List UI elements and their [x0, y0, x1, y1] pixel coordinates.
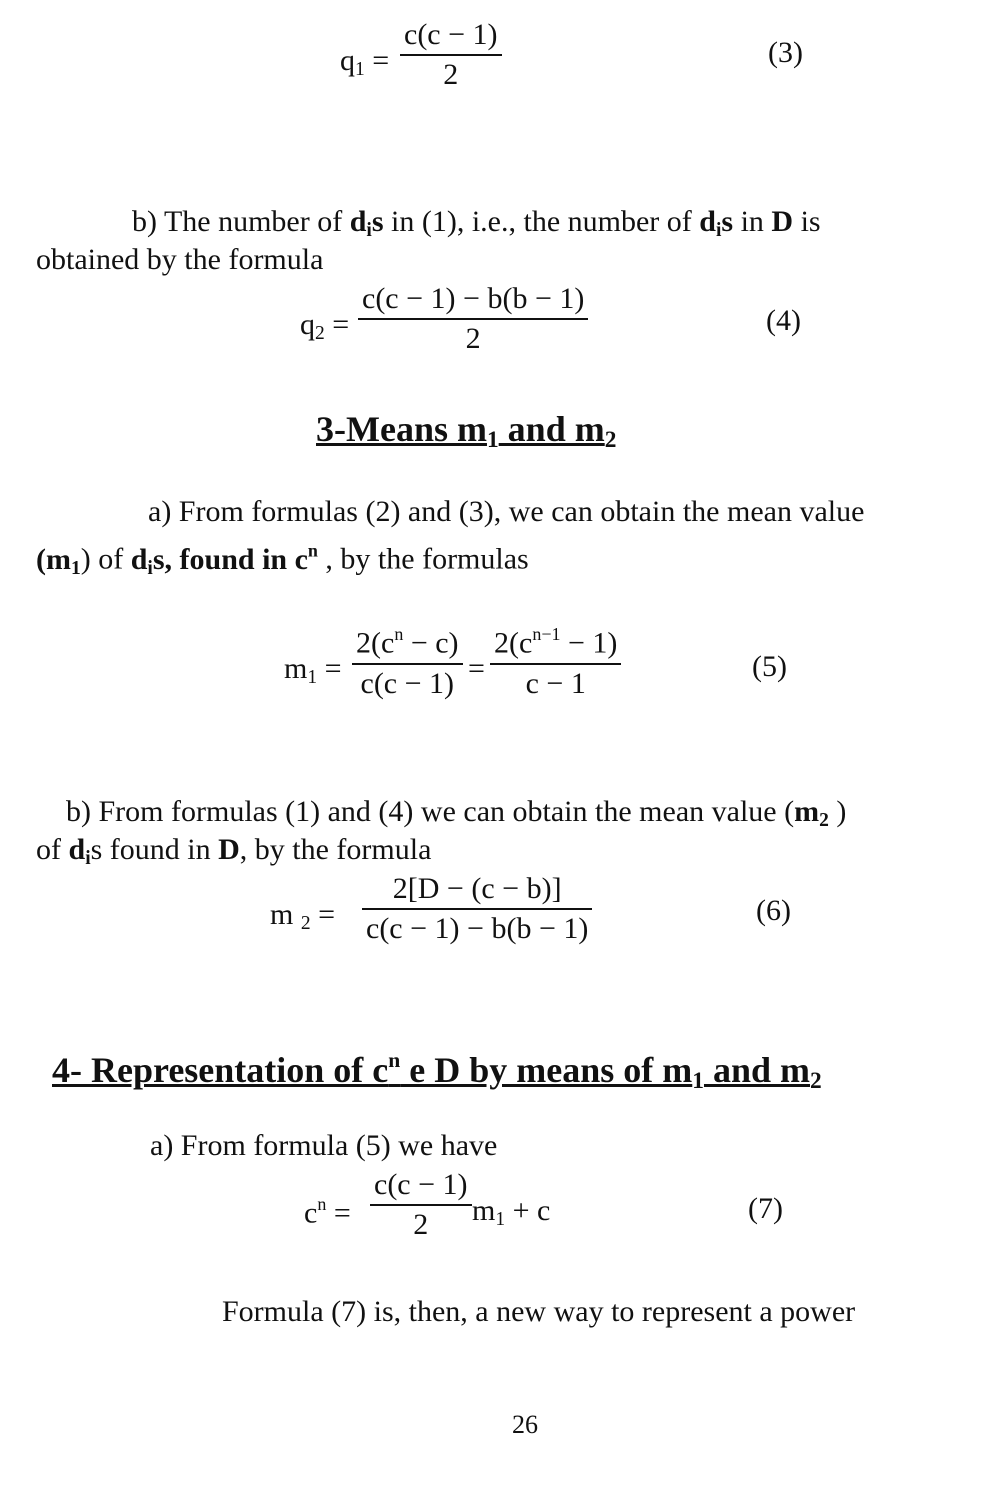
- eq4-numerator: c(c − 1) − b(b − 1): [362, 282, 585, 315]
- equation-3: [340, 18, 540, 98]
- paragraph-b3-line1: b) From formulas (1) and (4) we can obtain the mean value ($m_2$ ): [66, 795, 847, 831]
- paragraph-a3-line1: a) From formulas (2) and (3), we can obtain the mean value: [148, 495, 865, 528]
- equation-5: [284, 624, 664, 714]
- equation-number-6: (6): [756, 894, 791, 927]
- equation-number-4: (4): [766, 304, 801, 337]
- fraction-bar: [352, 663, 463, 665]
- eq6-lhs: m $_2$ =: [270, 898, 336, 934]
- eq5-denominator-1: c(c − 1): [360, 666, 455, 700]
- eq5-lhs: $m_1$ =: [284, 652, 342, 688]
- eq5-denominator-2: c − 1: [525, 666, 586, 700]
- fraction-bar: [362, 908, 592, 910]
- eq5-fraction-1: [352, 624, 463, 701]
- eq7-tail: $m_1 + c$: [472, 1194, 551, 1230]
- eq6-numerator: 2[D − (c − b)]: [392, 872, 562, 905]
- fraction-bar: [370, 1204, 472, 1206]
- equals-sign: =: [468, 652, 485, 685]
- eq5-numerator-1: $2(c^n - c)$: [356, 624, 459, 660]
- eq7-fraction: [370, 1168, 472, 1242]
- paragraph-b3-line2: of $d_is$ found in D, by the formula: [36, 833, 432, 869]
- paragraph-a4-line1: a) From formula (5) we have: [150, 1129, 498, 1162]
- eq5-numerator-2: $2(c^{n-1} - 1)$: [494, 624, 618, 660]
- eq3-denominator: 2: [443, 58, 459, 91]
- eq5-fraction-2: [490, 624, 621, 701]
- eq4-fraction: [358, 282, 588, 356]
- eq7-denominator: 2: [413, 1208, 429, 1241]
- eq3-fraction: [400, 18, 502, 92]
- eq7-numerator: c(c − 1): [374, 1168, 468, 1201]
- fraction-bar: [358, 318, 588, 320]
- eq3-lhs: $q_1$ =: [340, 44, 390, 80]
- equation-number-7: (7): [748, 1192, 783, 1225]
- eq6-denominator: c(c − 1) − b(b − 1): [366, 912, 589, 945]
- paragraph-b1-line1: b) The number of $d_is$ in (1), i.e., the number of $d_is$ in D is: [132, 205, 821, 241]
- fraction-bar: [400, 54, 502, 56]
- section-heading-3: 3-Means $m_1$ and $m_2$: [316, 409, 617, 453]
- page-number: 26: [512, 1410, 538, 1439]
- paragraph-final-line1: Formula (7) is, then, a new way to represent a power: [222, 1295, 856, 1328]
- equation-4: [300, 282, 600, 362]
- eq6-fraction: [362, 872, 592, 946]
- paragraph-a3-line2: $(m_1)$ of $d_is$, found in $c^n$ , by the formulas: [36, 540, 529, 579]
- eq4-lhs: $q_2$ =: [300, 308, 350, 344]
- equation-6: [270, 872, 670, 962]
- eq3-numerator: c(c − 1): [404, 18, 498, 51]
- equation-7: [304, 1168, 604, 1252]
- fraction-bar: [490, 663, 621, 665]
- paragraph-b1-line2: obtained by the formula: [36, 243, 324, 276]
- equation-number-3: (3): [768, 36, 803, 69]
- eq7-lhs: $c^n$ =: [304, 1194, 351, 1230]
- equation-number-5: (5): [752, 650, 787, 683]
- eq4-denominator: 2: [465, 322, 481, 355]
- section-heading-4: 4- Representation of $c^n$ e D by means of $m_1$ and $m_2$: [52, 1048, 822, 1094]
